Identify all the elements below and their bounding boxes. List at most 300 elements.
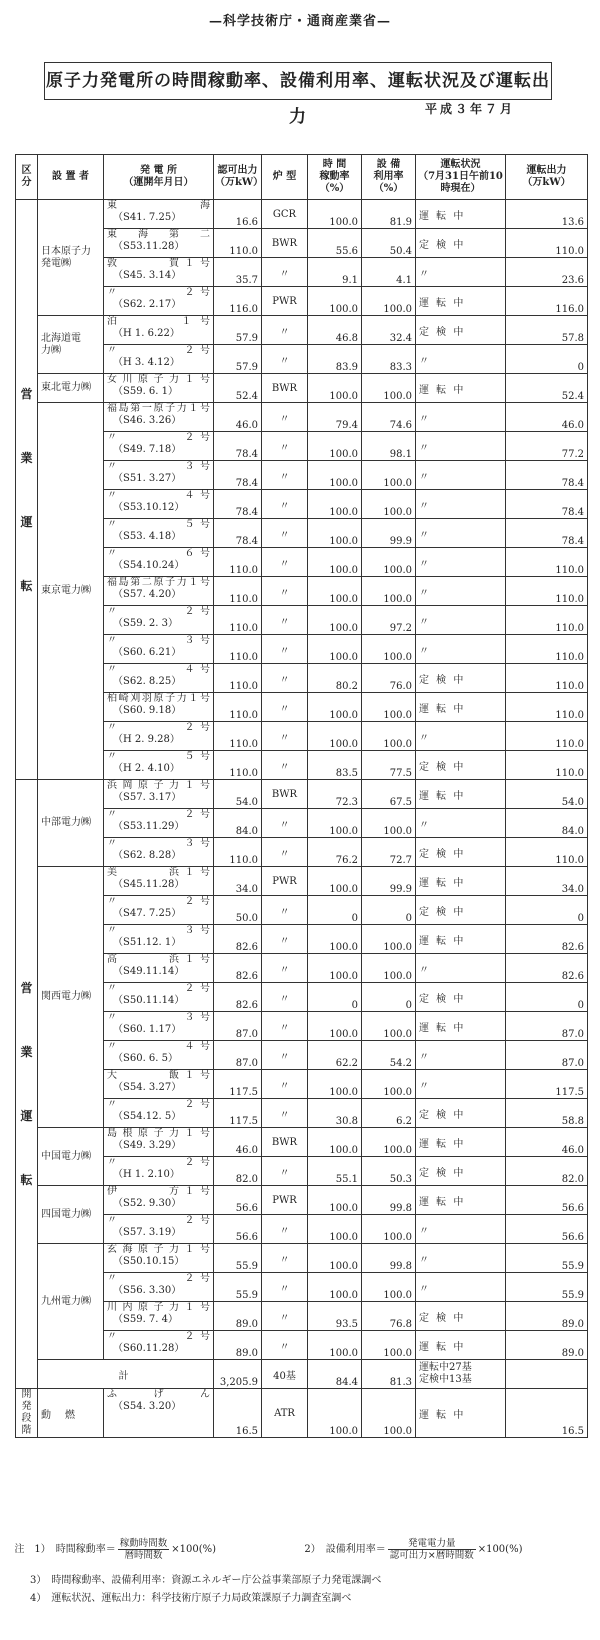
note-2-numerator: 発電電力量 (388, 1538, 476, 1550)
plant-cell (104, 1070, 214, 1099)
status-cell: 〃 (416, 1070, 506, 1099)
reactor-type-cell: 〃 (262, 1331, 308, 1360)
reactor-type-cell: 〃 (262, 635, 308, 664)
reactor-type-cell: 〃 (262, 1012, 308, 1041)
equip-util-cell: 100.0 (362, 1070, 416, 1099)
category-development: 開発 段階 (16, 1389, 38, 1438)
plant-cell (104, 1041, 214, 1070)
status-cell: 〃 (416, 490, 506, 519)
time-util-cell: 100.0 (308, 490, 362, 519)
plant-cell (104, 1273, 214, 1302)
plant-cell (104, 751, 214, 780)
capacity-cell: 56.6 (214, 1215, 262, 1244)
plant-cell (104, 403, 214, 432)
output-cell: 0 (506, 345, 588, 374)
note-1-label: 注 1） 時間稼動率＝ (14, 1544, 116, 1555)
output-cell: 87.0 (506, 1012, 588, 1041)
capacity-cell: 89.0 (214, 1302, 262, 1331)
status-cell: 〃 (416, 1273, 506, 1302)
output-cell: 34.0 (506, 867, 588, 896)
status-cell: 〃 (416, 577, 506, 606)
output-cell: 82.6 (506, 925, 588, 954)
capacity-cell: 110.0 (214, 229, 262, 258)
plant-cell (104, 432, 214, 461)
status-cell: 運 転 中 (416, 1128, 506, 1157)
equip-util-cell: 97.2 (362, 606, 416, 635)
plant-cell (104, 809, 214, 838)
reactor-type-cell: 〃 (262, 664, 308, 693)
plant-cell (104, 374, 214, 403)
operator-cell: 北海道電 力㈱ (38, 316, 104, 374)
category-commercial: 営 業 運 転 (16, 200, 38, 780)
plant-start-date: （S49. 3.29） (113, 1140, 182, 1151)
plant-start-date: （S50.10.15） (113, 1256, 185, 1267)
note-2-denominator: 認可出力×暦時間数 (389, 1550, 474, 1561)
equip-util-cell: 81.9 (362, 200, 416, 229)
table-row (16, 1186, 588, 1215)
plant-cell (104, 1389, 214, 1438)
capacity-cell: 78.4 (214, 519, 262, 548)
table-row (16, 867, 588, 896)
time-util-cell: 100.0 (308, 548, 362, 577)
equip-util-cell: 100.0 (362, 1215, 416, 1244)
capacity-cell: 78.4 (214, 432, 262, 461)
status-cell: 〃 (416, 1244, 506, 1273)
equip-util-cell: 0 (362, 896, 416, 925)
reactor-type-cell: PWR (262, 1186, 308, 1215)
time-util-cell: 100.0 (308, 1070, 362, 1099)
reactor-type-cell: 〃 (262, 258, 308, 287)
equip-util-cell: 50.3 (362, 1157, 416, 1186)
time-util-cell: 100.0 (308, 1215, 362, 1244)
capacity-cell: 116.0 (214, 287, 262, 316)
table-row (16, 403, 588, 432)
reactor-type-cell: 〃 (262, 751, 308, 780)
plant-start-date: （S49.11.14） (113, 966, 185, 977)
plant-start-date: （S54.12. 5） (113, 1111, 182, 1122)
capacity-cell: 110.0 (214, 838, 262, 867)
reactor-type-cell: 〃 (262, 403, 308, 432)
operator-cell: 日本原子力 発電㈱ (38, 200, 104, 316)
output-cell: 52.4 (506, 374, 588, 403)
plant-name: 福島第一原子力１号 (107, 403, 210, 414)
equip-util-cell: 83.3 (362, 345, 416, 374)
output-cell: 58.8 (506, 1099, 588, 1128)
note-1-numerator: 稼動時間数 (119, 1538, 168, 1549)
plant-start-date: （S59. 2. 3） (113, 618, 179, 629)
capacity-cell: 57.9 (214, 345, 262, 374)
plant-name: 〃 ２号 (107, 809, 210, 820)
output-cell: 110.0 (506, 548, 588, 577)
time-util-cell: 0 (308, 983, 362, 1012)
plant-cell (104, 1331, 214, 1360)
reactor-type-cell: 〃 (262, 693, 308, 722)
plant-start-date: （S53.11.29） (113, 821, 185, 832)
table-row (16, 1128, 588, 1157)
reactor-type-cell: 〃 (262, 1070, 308, 1099)
equip-util-cell: 100.0 (362, 548, 416, 577)
reactor-type-cell: 〃 (262, 577, 308, 606)
status-cell: 定 検 中 (416, 1302, 506, 1331)
plant-start-date: （S62. 8.28） (113, 850, 182, 861)
plant-start-date: （S51.12. 1） (113, 937, 182, 948)
plant-cell (104, 519, 214, 548)
output-cell: 13.6 (506, 200, 588, 229)
output-cell: 78.4 (506, 519, 588, 548)
capacity-cell: 117.5 (214, 1099, 262, 1128)
reactor-type-cell: 〃 (262, 548, 308, 577)
capacity-cell: 56.6 (214, 1186, 262, 1215)
note-2 (298, 1524, 522, 1561)
col-operator-header: 設 置 者 (38, 155, 104, 200)
equip-util-cell: 100.0 (362, 1012, 416, 1041)
plant-name: 〃 ２号 (107, 606, 210, 617)
reactor-type-cell: 〃 (262, 722, 308, 751)
table-row (16, 1244, 588, 1273)
output-cell: 110.0 (506, 693, 588, 722)
equip-util-cell: 100.0 (362, 1389, 416, 1438)
status-cell: 運 転 中 (416, 1389, 506, 1438)
plant-start-date: （S59. 6. 1） (113, 386, 179, 397)
plant-name: 〃 ６号 (107, 548, 210, 559)
output-cell: 89.0 (506, 1302, 588, 1331)
total-row (16, 1360, 588, 1389)
plant-cell (104, 1099, 214, 1128)
plant-name: 〃 ３号 (107, 1012, 210, 1023)
reactor-type-cell: 〃 (262, 1302, 308, 1331)
reactor-type-cell: 〃 (262, 809, 308, 838)
time-util-cell: 100.0 (308, 432, 362, 461)
plant-name: 玄海原子力１号 (107, 1244, 210, 1255)
plant-cell (104, 1128, 214, 1157)
capacity-cell: 34.0 (214, 867, 262, 896)
status-cell: 運 転 中 (416, 867, 506, 896)
plant-cell (104, 983, 214, 1012)
equip-util-cell: 72.7 (362, 838, 416, 867)
equip-util-cell: 100.0 (362, 1273, 416, 1302)
reactor-type-cell: 〃 (262, 838, 308, 867)
plant-name: 〃 ５号 (107, 751, 210, 762)
capacity-cell: 55.9 (214, 1244, 262, 1273)
plant-name: 女川原子力１号 (107, 374, 210, 385)
plant-name: 〃 ２号 (107, 983, 210, 994)
plant-name: 〃 ４号 (107, 1041, 210, 1052)
plant-cell (104, 1186, 214, 1215)
reactor-type-cell: 〃 (262, 1215, 308, 1244)
plant-cell (104, 925, 214, 954)
table-row (16, 200, 588, 229)
status-cell: 〃 (416, 519, 506, 548)
plant-name: 川内原子力１号 (107, 1302, 210, 1313)
plant-start-date: （S60. 1.17） (113, 1024, 182, 1035)
status-cell: 定 検 中 (416, 1157, 506, 1186)
capacity-cell: 110.0 (214, 606, 262, 635)
plant-start-date: （S54. 3.20） (113, 1401, 182, 1412)
title-date: 平成３年７月 (380, 100, 560, 117)
note-2-fraction (388, 1538, 476, 1561)
capacity-cell: 78.4 (214, 490, 262, 519)
equip-util-cell: 67.5 (362, 780, 416, 809)
total-label: 計 (38, 1360, 214, 1389)
status-cell: 〃 (416, 432, 506, 461)
status-cell: 定 検 中 (416, 316, 506, 345)
equip-util-cell: 76.0 (362, 664, 416, 693)
time-util-cell: 100.0 (308, 1331, 362, 1360)
plant-cell (104, 896, 214, 925)
note-3: 3） 時間稼動率、設備利用率：資源エネルギー庁公益事業部原子力発電課調べ (30, 1575, 382, 1586)
plant-name: 浜岡原子力１号 (107, 780, 210, 791)
reactor-type-cell: 〃 (262, 519, 308, 548)
col-status-header: 運転状況 （7月31日午前10時現在） (416, 155, 506, 200)
table-row (16, 316, 588, 345)
time-util-cell: 79.4 (308, 403, 362, 432)
time-util-cell: 30.8 (308, 1099, 362, 1128)
plant-name: 高 浜１号 (107, 954, 210, 965)
plant-name: 〃 ２号 (107, 1157, 210, 1168)
note-4: 4） 運転状況、運転出力：科学技術庁原子力局政策課原子力調査室調べ (30, 1593, 352, 1604)
time-util-cell: 46.8 (308, 316, 362, 345)
status-cell: 定 検 中 (416, 751, 506, 780)
reactor-type-cell: 〃 (262, 316, 308, 345)
time-util-cell: 100.0 (308, 461, 362, 490)
reactor-type-cell: BWR (262, 229, 308, 258)
plant-start-date: （S54. 3.27） (113, 1082, 182, 1093)
status-cell: 〃 (416, 1215, 506, 1244)
reactor-type-cell: BWR (262, 374, 308, 403)
status-cell: 〃 (416, 722, 506, 751)
capacity-cell: 110.0 (214, 693, 262, 722)
table-row (16, 780, 588, 809)
equip-util-cell: 100.0 (362, 461, 416, 490)
plant-start-date: （H 2. 9.28） (113, 734, 180, 745)
reactor-type-cell: 〃 (262, 1157, 308, 1186)
total-status: 運転中27基 定検中13基 (416, 1360, 506, 1389)
operator-cell: 九州電力㈱ (38, 1244, 104, 1360)
plant-name: 〃 ２号 (107, 1215, 210, 1226)
reactor-type-cell: BWR (262, 780, 308, 809)
plant-name: 東 海 第 二 (107, 229, 210, 240)
capacity-cell: 82.6 (214, 983, 262, 1012)
reactor-type-cell: 〃 (262, 1273, 308, 1302)
plant-name: 〃 ４号 (107, 664, 210, 675)
col-plant-header: 発 電 所 （運開年月日） (104, 155, 214, 200)
plant-start-date: （H 3. 4.12） (113, 357, 180, 368)
plant-name: 島根原子力１号 (107, 1128, 210, 1139)
plant-cell (104, 954, 214, 983)
output-cell: 78.4 (506, 461, 588, 490)
output-cell: 0 (506, 896, 588, 925)
time-util-cell: 100.0 (308, 693, 362, 722)
capacity-cell: 55.9 (214, 1273, 262, 1302)
plant-cell (104, 1215, 214, 1244)
time-util-cell: 100.0 (308, 954, 362, 983)
status-cell: 定 検 中 (416, 983, 506, 1012)
col-reactor-header: 炉 型 (262, 155, 308, 200)
plant-cell (104, 229, 214, 258)
equip-util-cell: 100.0 (362, 954, 416, 983)
plant-start-date: （S54.10.24） (113, 560, 185, 571)
reactor-type-cell: ATR (262, 1389, 308, 1438)
status-cell: 〃 (416, 635, 506, 664)
output-cell: 56.6 (506, 1215, 588, 1244)
time-util-cell: 100.0 (308, 577, 362, 606)
plant-name: 伊 方１号 (107, 1186, 210, 1197)
reactor-type-cell: 〃 (262, 925, 308, 954)
equip-util-cell: 100.0 (362, 693, 416, 722)
note-1 (8, 1524, 216, 1561)
output-cell: 84.0 (506, 809, 588, 838)
total-reactor-count: 40基 (262, 1360, 308, 1389)
plant-name: 〃 ２号 (107, 1331, 210, 1342)
equip-util-cell: 100.0 (362, 809, 416, 838)
reactor-type-cell: 〃 (262, 432, 308, 461)
plant-start-date: （S60. 6.21） (113, 647, 182, 658)
time-util-cell: 100.0 (308, 1012, 362, 1041)
status-cell: 〃 (416, 258, 506, 287)
reactor-type-cell: 〃 (262, 1244, 308, 1273)
status-cell: 〃 (416, 1041, 506, 1070)
output-cell: 54.0 (506, 780, 588, 809)
time-util-cell: 76.2 (308, 838, 362, 867)
reactor-type-cell: BWR (262, 1128, 308, 1157)
equip-util-cell: 98.1 (362, 432, 416, 461)
plant-start-date: （S41. 7.25） (113, 212, 182, 223)
operator-cell: 東北電力㈱ (38, 374, 104, 403)
plant-name: 〃 ３号 (107, 925, 210, 936)
plant-start-date: （S60.11.28） (113, 1343, 185, 1354)
note-1-denominator: 暦時間数 (124, 1550, 163, 1561)
plant-start-date: （S62. 8.25） (113, 676, 182, 687)
plant-start-date: （S53. 4.18） (113, 531, 182, 542)
operator-cell: 東京電力㈱ (38, 403, 104, 780)
plant-name: 福島第二原子力１号 (107, 577, 210, 588)
capacity-cell: 87.0 (214, 1041, 262, 1070)
plant-cell (104, 867, 214, 896)
plant-name: 〃 ３号 (107, 461, 210, 472)
equip-util-cell: 99.8 (362, 1244, 416, 1273)
time-util-cell: 80.2 (308, 664, 362, 693)
plant-name: 〃 ２号 (107, 1099, 210, 1110)
plant-cell (104, 461, 214, 490)
plant-cell (104, 287, 214, 316)
total-capacity: 3,205.9 (214, 1360, 262, 1389)
capacity-cell: 117.5 (214, 1070, 262, 1099)
plant-start-date: （S52. 9.30） (113, 1198, 182, 1209)
time-util-cell: 100.0 (308, 1244, 362, 1273)
plant-name: 〃 ２号 (107, 722, 210, 733)
reactor-type-cell: PWR (262, 867, 308, 896)
capacity-cell: 57.9 (214, 316, 262, 345)
status-cell: 定 検 中 (416, 896, 506, 925)
output-cell: 82.6 (506, 954, 588, 983)
plant-name: 東 海 (107, 200, 210, 211)
equip-util-cell: 6.2 (362, 1099, 416, 1128)
total-equip-util: 81.3 (362, 1360, 416, 1389)
time-util-cell: 100.0 (308, 809, 362, 838)
capacity-cell: 110.0 (214, 722, 262, 751)
plant-name: ふ げ ん (107, 1389, 210, 1400)
capacity-cell: 110.0 (214, 635, 262, 664)
reactor-type-cell: 〃 (262, 606, 308, 635)
capacity-cell: 52.4 (214, 374, 262, 403)
plant-start-date: （S59. 7. 4） (113, 1314, 179, 1325)
capacity-cell: 89.0 (214, 1331, 262, 1360)
reactor-type-cell: GCR (262, 200, 308, 229)
output-cell: 110.0 (506, 229, 588, 258)
equip-util-cell: 100.0 (362, 1128, 416, 1157)
equip-util-cell: 100.0 (362, 925, 416, 954)
plant-name: 〃 ５号 (107, 519, 210, 530)
plant-cell (104, 548, 214, 577)
reactor-type-cell: 〃 (262, 345, 308, 374)
reactor-type-cell: 〃 (262, 983, 308, 1012)
equip-util-cell: 99.9 (362, 867, 416, 896)
plant-cell (104, 664, 214, 693)
time-util-cell: 83.5 (308, 751, 362, 780)
output-cell: 110.0 (506, 838, 588, 867)
capacity-cell: 82.0 (214, 1157, 262, 1186)
plant-name: 美 浜１号 (107, 867, 210, 878)
plant-start-date: （S49. 7.18） (113, 444, 182, 455)
capacity-cell: 16.5 (214, 1389, 262, 1438)
equip-util-cell: 100.0 (362, 374, 416, 403)
note-1-fraction (118, 1538, 170, 1561)
output-cell: 89.0 (506, 1331, 588, 1360)
equip-util-cell: 74.6 (362, 403, 416, 432)
plant-cell (104, 316, 214, 345)
plant-cell (104, 1012, 214, 1041)
status-cell: 運 転 中 (416, 780, 506, 809)
status-cell: 運 転 中 (416, 693, 506, 722)
reactor-type-cell: 〃 (262, 1041, 308, 1070)
plant-start-date: （S57. 3.17） (113, 792, 182, 803)
plant-name: 〃 ２号 (107, 1273, 210, 1284)
capacity-cell: 46.0 (214, 403, 262, 432)
plant-cell (104, 722, 214, 751)
capacity-cell: 16.6 (214, 200, 262, 229)
plant-cell (104, 577, 214, 606)
operator-cell: 関西電力㈱ (38, 867, 104, 1128)
output-cell: 46.0 (506, 1128, 588, 1157)
plant-name: 〃 ２号 (107, 432, 210, 443)
table-header-row (16, 155, 588, 200)
col-capacity-header: 認可出力 （万kW） (214, 155, 262, 200)
plant-cell (104, 693, 214, 722)
time-util-cell: 100.0 (308, 635, 362, 664)
status-cell: 定 検 中 (416, 838, 506, 867)
time-util-cell: 100.0 (308, 374, 362, 403)
plant-start-date: （S53.11.28） (113, 241, 185, 252)
status-cell: 〃 (416, 461, 506, 490)
plant-cell (104, 838, 214, 867)
page-title: 原子力発電所の時間稼動率、設備利用率、運転状況及び運転出力 (44, 62, 552, 100)
plant-cell (104, 1157, 214, 1186)
time-util-cell: 55.1 (308, 1157, 362, 1186)
status-cell: 運 転 中 (416, 287, 506, 316)
operator-cell: 四国電力㈱ (38, 1186, 104, 1244)
equip-util-cell: 77.5 (362, 751, 416, 780)
plant-name: 〃 ２号 (107, 345, 210, 356)
output-cell: 110.0 (506, 722, 588, 751)
agency-header: —科学技術庁・通商産業省— (208, 14, 391, 29)
plant-start-date: （S56. 3.30） (113, 1285, 182, 1296)
equip-util-cell: 100.0 (362, 635, 416, 664)
col-equip-util-header: 設 備 利用率 （%） (362, 155, 416, 200)
status-cell: 定 検 中 (416, 1099, 506, 1128)
output-cell: 23.6 (506, 258, 588, 287)
equip-util-cell: 100.0 (362, 490, 416, 519)
plant-start-date: （S53.10.12） (113, 502, 185, 513)
